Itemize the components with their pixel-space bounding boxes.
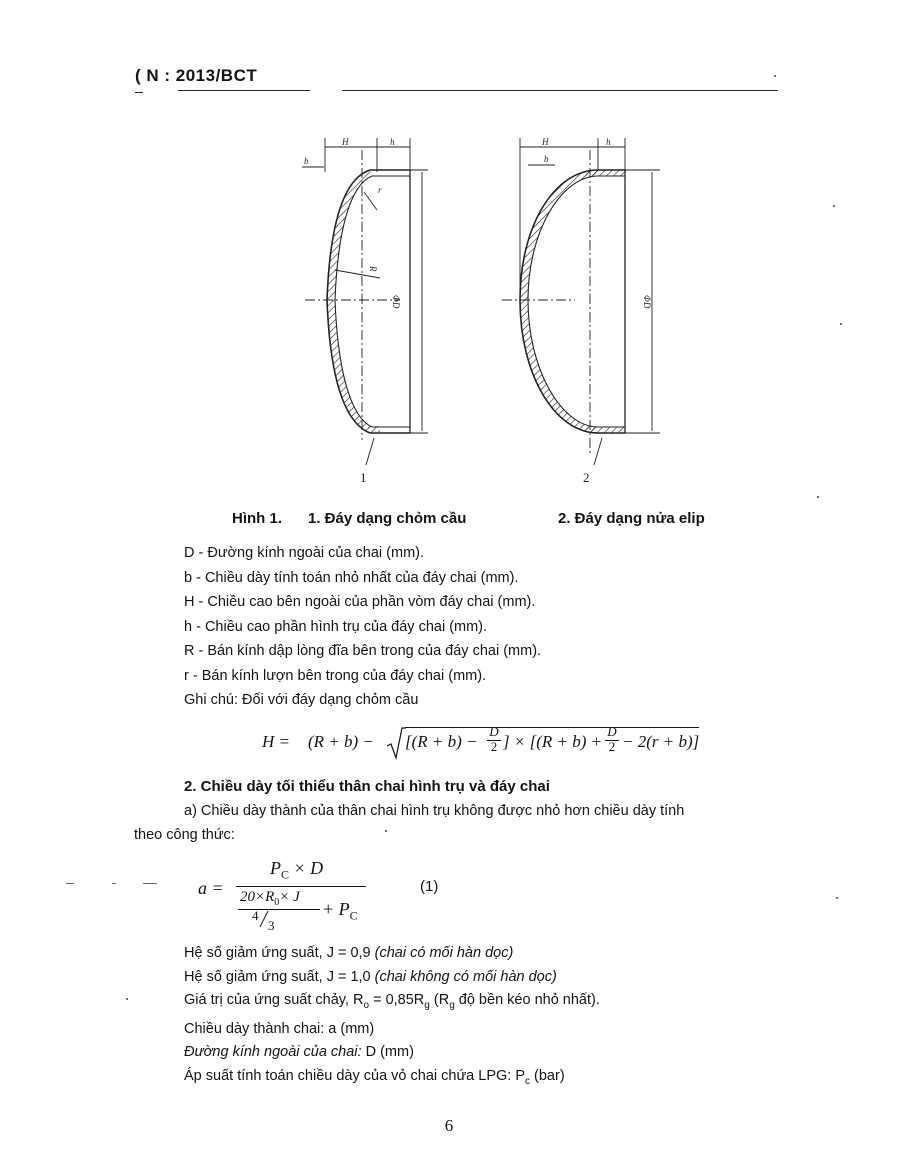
caption-item-1: 1. Đáy dạng chỏm cầu	[308, 510, 467, 527]
frac-den-2b: 2	[608, 739, 616, 754]
note-line: Ghi chú: Đối với đáy dạng chỏm cầu	[184, 692, 419, 708]
definition-item: D - Đường kính ngoài của chai (mm).	[184, 545, 425, 561]
sub-fraction-line	[238, 909, 320, 910]
variable-item	[184, 989, 600, 1017]
num-rest: × D	[289, 858, 324, 878]
scan-speck	[817, 496, 819, 498]
variable-end: độ bền kéo nhỏ nhất).	[454, 992, 600, 1009]
scan-speck	[385, 830, 387, 832]
label-r-left: r	[378, 185, 382, 195]
formula-a-lhs: a =	[198, 878, 224, 898]
definition-item: h - Chiều cao phần hình trụ của đáy chai (mm).	[184, 618, 488, 635]
page-number: 6	[444, 1116, 454, 1135]
document-code: ( N : 2013/BCT	[135, 66, 258, 85]
num-P: P	[270, 858, 281, 878]
formula-a	[198, 858, 458, 938]
formula-H-term4: − 2(r + b)]	[622, 732, 700, 751]
variable-text: D (mm)	[361, 1044, 414, 1061]
variable-item	[184, 966, 600, 990]
three: 3	[268, 918, 275, 933]
scan-speck	[126, 998, 128, 1000]
scan-mark	[143, 883, 157, 884]
variable-text: Giá trị của ứng suất chảy, R	[184, 992, 364, 1009]
figure-drawings	[280, 120, 680, 500]
equation-number: (1)	[420, 878, 439, 895]
formula-a-plus-p	[322, 899, 358, 924]
caption-item-2: 2. Đáy dạng nửa elip	[558, 510, 705, 527]
definition-list	[184, 541, 541, 713]
figure-2-elliptical-head	[502, 138, 660, 465]
header-rule-long	[342, 90, 778, 91]
formula-a-den-top	[240, 889, 300, 908]
label-D-left: ΦD	[391, 295, 401, 309]
sub-g2: g	[449, 1000, 455, 1012]
variable-mid2: (R	[429, 992, 450, 1009]
frac-den-2: 2	[490, 739, 498, 754]
header-tick	[135, 92, 143, 93]
sub-o: o	[363, 1000, 370, 1012]
variable-text: Hệ số giảm ứng suất, J = 0,9	[184, 945, 375, 961]
label-h-left: h	[390, 137, 395, 147]
definition-item: b - Chiều dày tính toán nhỏ nhất của đáy chai (mm).	[184, 569, 519, 586]
four: 4	[252, 908, 259, 923]
label-H-right: H	[542, 137, 549, 147]
scan-speck	[774, 75, 776, 77]
scan-mark	[112, 883, 116, 884]
figure-number-1: 1	[360, 470, 367, 485]
frac-num-D-2: D	[607, 724, 617, 739]
figure-number-2: 2	[583, 470, 590, 485]
den-rest: × J	[279, 889, 300, 905]
sqrt-symbol	[386, 726, 406, 760]
paragraph-a-line2: theo công thức:	[134, 827, 235, 843]
variable-text: Hệ số giảm ứng suất, J = 1,0	[184, 968, 375, 985]
scan-speck	[840, 323, 842, 325]
variable-end: (bar)	[530, 1067, 565, 1084]
variable-text: Áp suất tính toán chiều dày của vỏ chai chứa LPG: P	[184, 1067, 525, 1084]
variable-item	[184, 942, 600, 966]
label-b-right: b	[544, 154, 549, 164]
definition-item: R - Bán kính dập lòng đĩa bên trong của đáy chai (mm).	[184, 643, 542, 659]
variable-item	[184, 1041, 600, 1065]
definition-item: r - Bán kính lượn bên trong của đáy chai (mm).	[184, 667, 487, 684]
scan-speck	[836, 897, 838, 899]
scan-mark	[66, 883, 74, 884]
den-sub-0: 0	[274, 897, 280, 908]
label-h-right: h	[606, 137, 611, 147]
variable-note: (chai không có mối hàn dọc)	[374, 968, 557, 985]
formula-a-numerator	[270, 858, 323, 883]
variable-item	[184, 1065, 600, 1093]
frac-num-D: D	[489, 724, 499, 739]
figure-1-spherical-head	[302, 138, 428, 465]
label-H-left: H	[342, 137, 349, 147]
header-rule-short	[178, 90, 310, 91]
variable-mid: = 0,85R	[369, 992, 425, 1009]
figure-caption	[232, 510, 705, 527]
section-heading: 2. Chiều dày tối thiểu thân chai hình trụ và đáy chai	[184, 778, 550, 795]
formula-H	[262, 726, 712, 762]
formula-H-term3: ] × [(R + b) +	[503, 732, 603, 751]
label-D-right: ΦD	[642, 295, 652, 309]
variable-item	[184, 1018, 600, 1042]
variable-note: (chai có mối hàn dọc)	[374, 945, 514, 961]
den-top: 20×R	[240, 889, 275, 905]
scan-speck	[833, 205, 835, 207]
num-sub-c: C	[281, 867, 290, 882]
variable-text-italic: Đường kính ngoài của chai:	[184, 1044, 362, 1061]
label-b-left: b	[304, 156, 309, 166]
label-R-left: R	[368, 266, 378, 272]
variable-list	[184, 942, 600, 1093]
sub-c: c	[525, 1075, 530, 1087]
sqrt-bar	[405, 727, 699, 728]
variable-text: Chiều dày thành chai: a (mm)	[184, 1020, 375, 1037]
formula-H-term2: [(R + b) −	[405, 732, 478, 751]
formula-H-lhs: H =	[262, 732, 290, 751]
plus-sub-c: C	[349, 908, 358, 923]
plus-P: + P	[322, 899, 350, 919]
formula-H-term1: (R + b) −	[308, 732, 374, 751]
sub-g: g	[424, 1000, 430, 1012]
main-fraction-line	[236, 886, 366, 887]
paragraph-a-line1: a) Chiều dày thành của thân chai hình trụ không được nhỏ hơn chiều dày tính	[184, 803, 685, 819]
caption-label: Hình 1.	[232, 510, 283, 527]
definition-item: H - Chiều cao bên ngoài của phần vòm đáy chai (mm).	[184, 594, 536, 610]
